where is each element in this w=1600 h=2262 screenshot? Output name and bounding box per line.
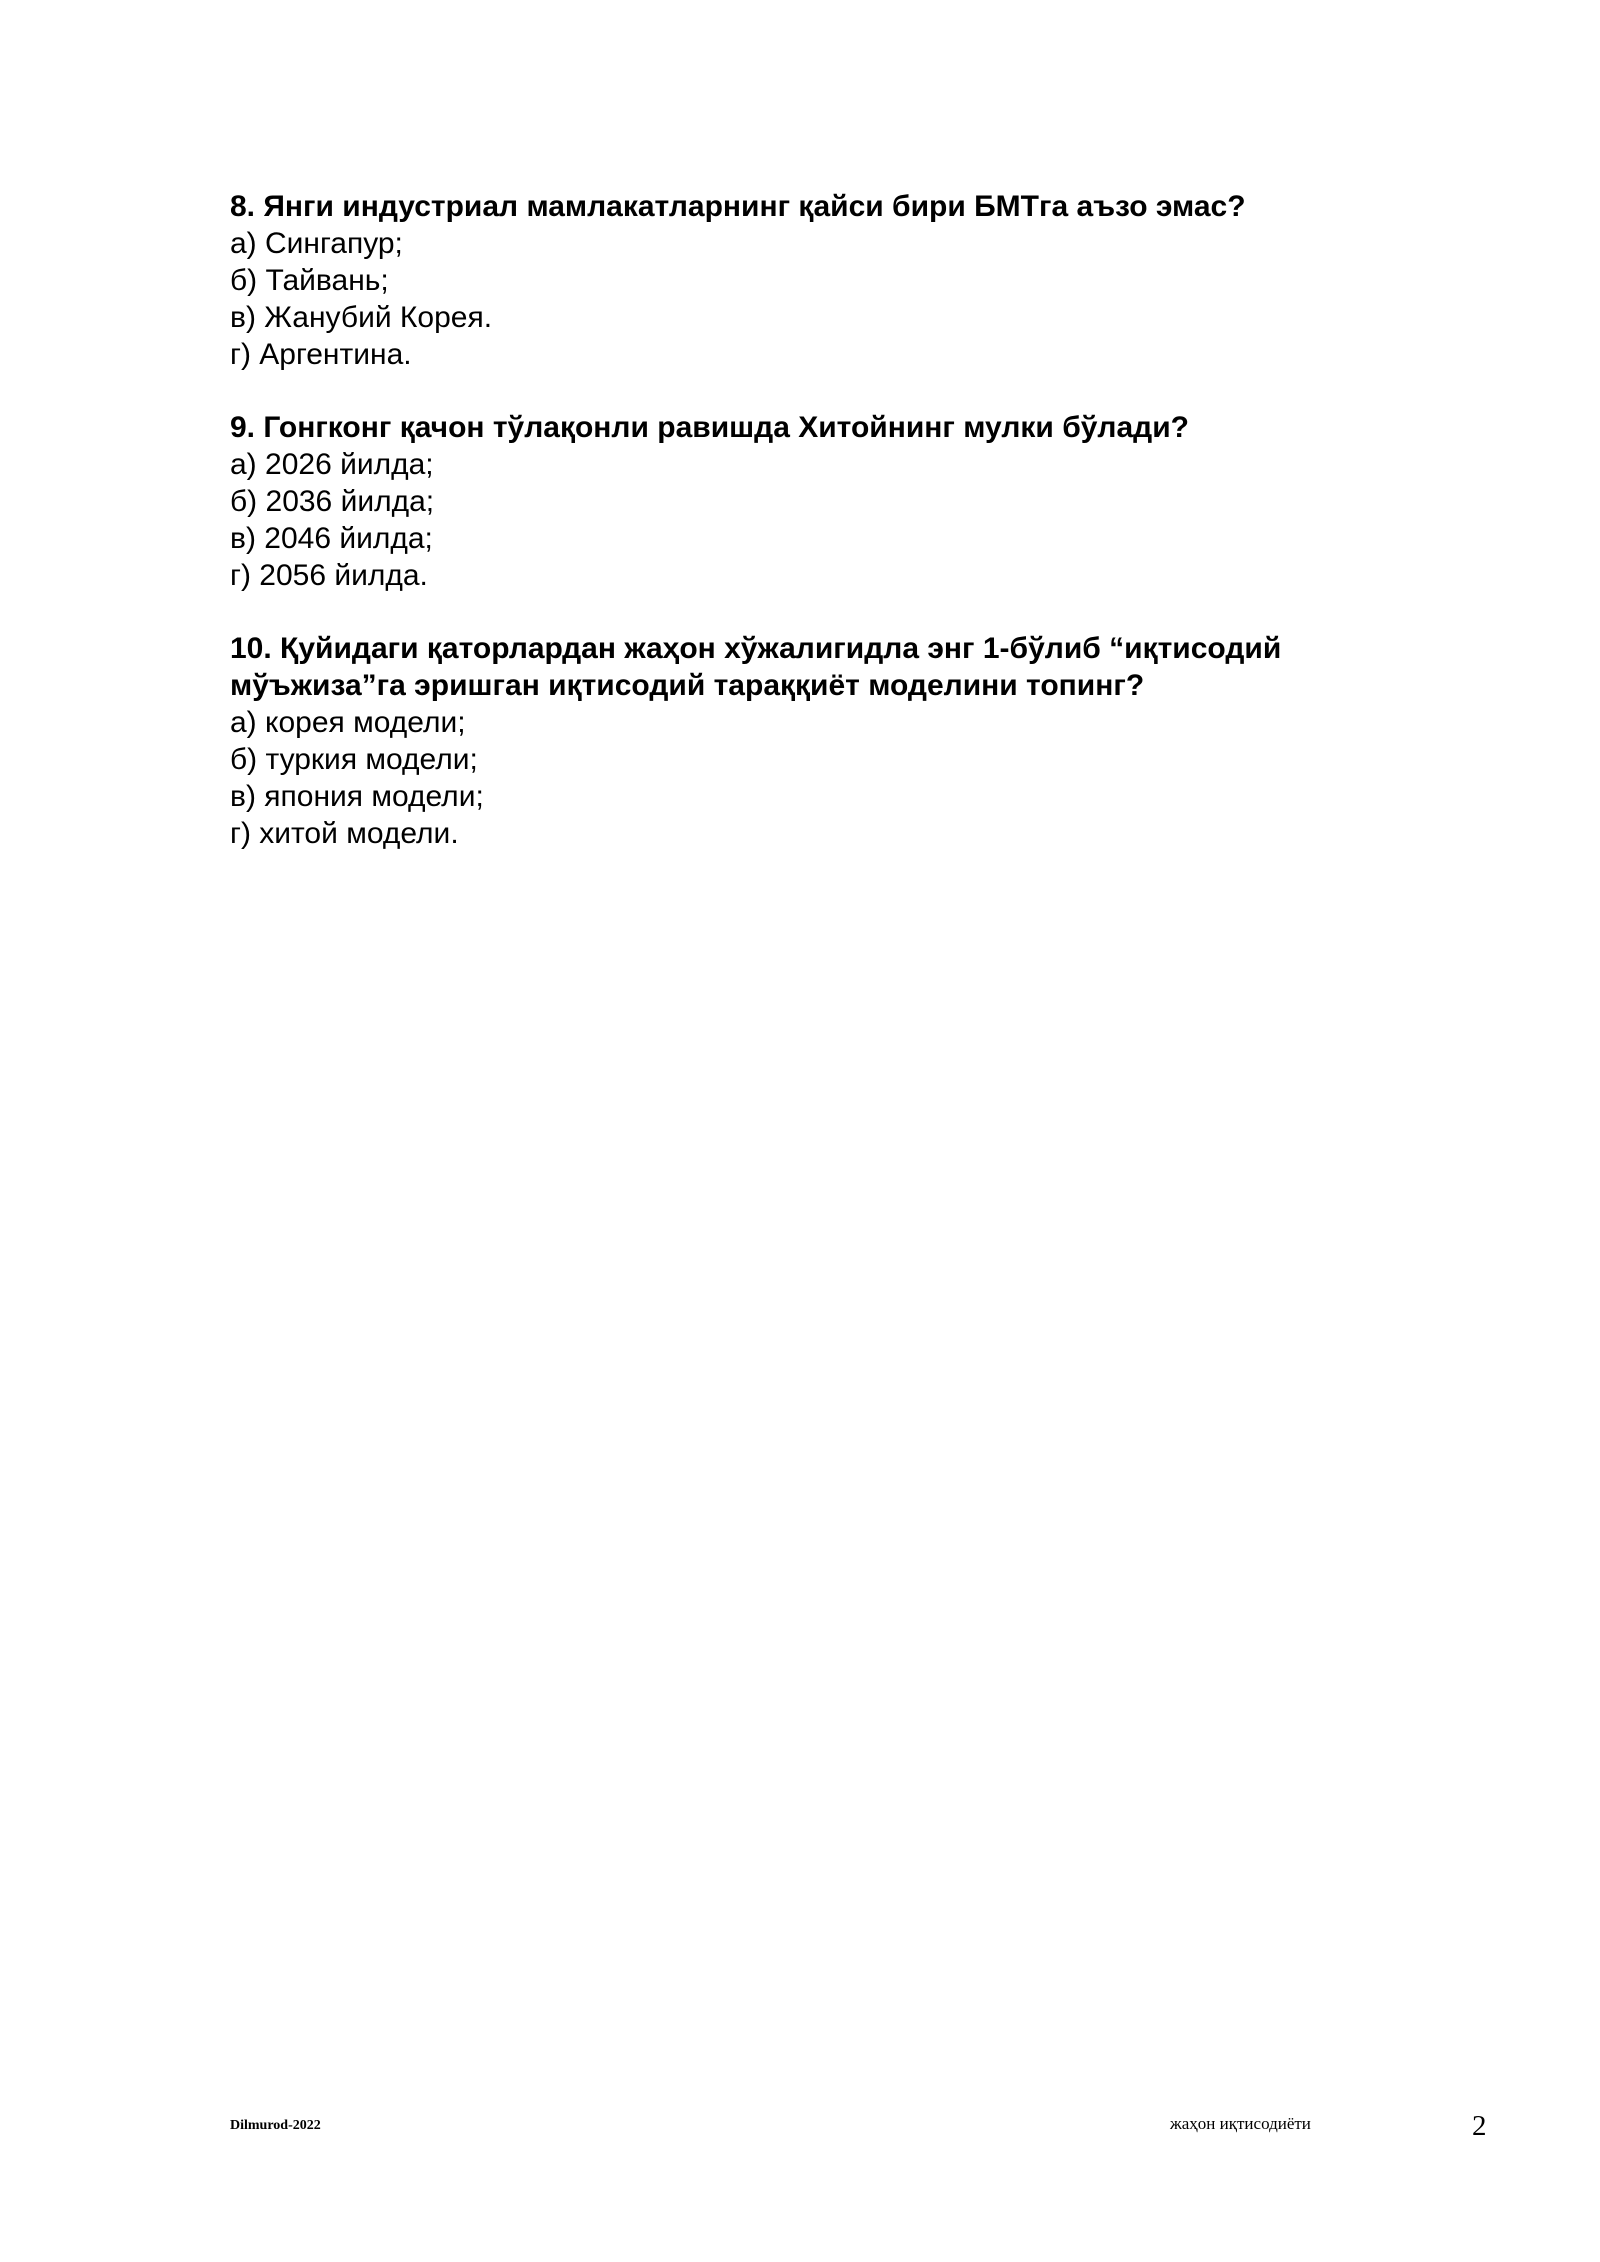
- answer-option: г) Аргентина.: [230, 338, 412, 371]
- answer-option: г) хитой модели.: [230, 817, 459, 850]
- question-8: [230, 188, 1410, 373]
- answer-option: в) 2046 йилда;: [230, 522, 433, 555]
- document-body: [230, 188, 1410, 888]
- page-number: 2: [1472, 2110, 1487, 2142]
- question-text: 8. Янги индустриал мамлакатларнинг қайси бири БМТга аъзо эмас?: [230, 190, 1246, 223]
- answer-option: а) Сингапур;: [230, 227, 403, 260]
- answer-option: в) япония модели;: [230, 780, 484, 813]
- answer-list: [230, 225, 1410, 373]
- question-text: 10. Қуйидаги қаторлардан жаҳон хўжалигидла энг 1-бўлиб “иқтисодий мўъжиза”га эришган иқтисодий тараққиёт моделини топинг?: [230, 632, 1290, 702]
- answer-list: [230, 704, 1410, 852]
- answer-option: а) корея модели;: [230, 706, 466, 739]
- question-9: [230, 409, 1410, 594]
- answer-option: б) Тайвань;: [230, 264, 389, 297]
- answer-list: [230, 446, 1410, 594]
- answer-option: г) 2056 йилда.: [230, 559, 428, 592]
- answer-option: а) 2026 йилда;: [230, 448, 434, 481]
- question-text: 9. Гонгконг қачон тўлақонли равишда Хитойнинг мулки бўлади?: [230, 411, 1189, 444]
- answer-option: б) 2036 йилда;: [230, 485, 435, 518]
- answer-option: в) Жанубий Корея.: [230, 301, 493, 334]
- question-10: [230, 630, 1410, 852]
- answer-option: б) туркия модели;: [230, 743, 478, 776]
- footer-title: жаҳон иқтисодиёти: [1170, 2114, 1311, 2133]
- footer-author: Dilmurod-2022: [230, 2118, 321, 2133]
